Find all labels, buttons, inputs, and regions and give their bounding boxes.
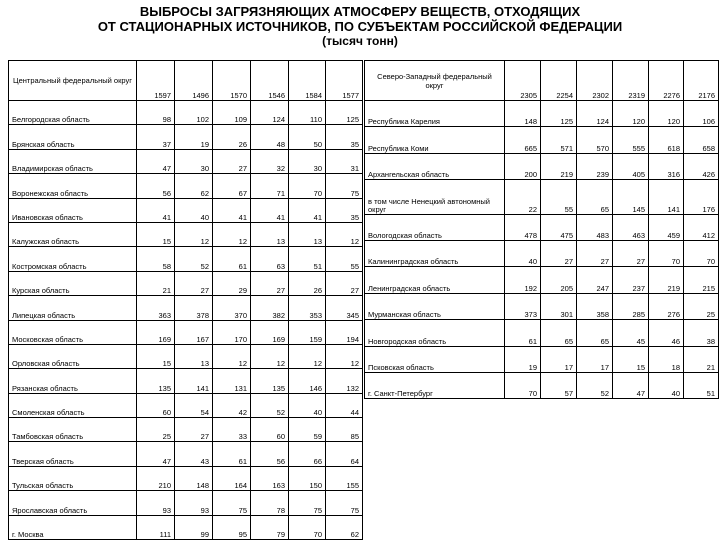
value-cell: 358 bbox=[577, 293, 613, 319]
value-cell: 93 bbox=[137, 491, 175, 515]
central-district-table bbox=[8, 60, 363, 540]
value-cell: 475 bbox=[541, 214, 577, 240]
table-row bbox=[9, 174, 363, 198]
region-name-cell: Тульская область bbox=[9, 466, 137, 490]
region-name-cell: Владимирская область bbox=[9, 149, 137, 173]
value-cell: 571 bbox=[541, 127, 577, 153]
table-row bbox=[9, 198, 363, 222]
value-cell: 40 bbox=[175, 198, 213, 222]
value-cell: 192 bbox=[505, 267, 541, 293]
value-cell: 52 bbox=[251, 393, 289, 417]
value-cell: 27 bbox=[613, 240, 649, 266]
value-cell: 167 bbox=[175, 320, 213, 344]
value-cell: 65 bbox=[541, 320, 577, 346]
northwest-district-table bbox=[364, 60, 719, 399]
year-total-cell: 1546 bbox=[251, 61, 289, 101]
title-line-1: ВЫБРОСЫ ЗАГРЯЗНЯЮЩИХ АТМОСФЕРУ ВЕЩЕСТВ, ОТХОДЯЩИХ bbox=[139, 4, 581, 19]
table-row bbox=[365, 127, 719, 153]
table-row bbox=[9, 418, 363, 442]
value-cell: 40 bbox=[289, 393, 326, 417]
value-cell: 12 bbox=[326, 222, 363, 246]
region-name-cell: Калужская область bbox=[9, 222, 137, 246]
value-cell: 51 bbox=[684, 372, 719, 398]
value-cell: 46 bbox=[649, 320, 684, 346]
value-cell: 41 bbox=[289, 198, 326, 222]
value-cell: 38 bbox=[684, 320, 719, 346]
value-cell: 29 bbox=[213, 271, 251, 295]
value-cell: 57 bbox=[541, 372, 577, 398]
year-total-cell: 2176 bbox=[684, 61, 719, 101]
table-row bbox=[365, 293, 719, 319]
table-row bbox=[365, 372, 719, 398]
value-cell: 35 bbox=[326, 198, 363, 222]
district-name-header: Северо-Западный федеральный округ bbox=[365, 61, 505, 101]
value-cell: 62 bbox=[175, 174, 213, 198]
value-cell: 31 bbox=[326, 149, 363, 173]
value-cell: 219 bbox=[541, 153, 577, 179]
value-cell: 169 bbox=[251, 320, 289, 344]
value-cell: 61 bbox=[213, 442, 251, 466]
table-row bbox=[9, 466, 363, 490]
value-cell: 44 bbox=[326, 393, 363, 417]
value-cell: 141 bbox=[175, 369, 213, 393]
value-cell: 363 bbox=[137, 296, 175, 320]
table-row bbox=[9, 393, 363, 417]
value-cell: 65 bbox=[577, 320, 613, 346]
value-cell: 52 bbox=[577, 372, 613, 398]
value-cell: 70 bbox=[505, 372, 541, 398]
value-cell: 106 bbox=[684, 101, 719, 127]
year-total-cell: 1577 bbox=[326, 61, 363, 101]
year-total-cell: 1570 bbox=[213, 61, 251, 101]
value-cell: 51 bbox=[289, 247, 326, 271]
value-cell: 19 bbox=[175, 125, 213, 149]
value-cell: 43 bbox=[175, 442, 213, 466]
value-cell: 219 bbox=[649, 267, 684, 293]
value-cell: 58 bbox=[137, 247, 175, 271]
value-cell: 45 bbox=[613, 320, 649, 346]
value-cell: 61 bbox=[213, 247, 251, 271]
value-cell: 163 bbox=[251, 466, 289, 490]
value-cell: 132 bbox=[326, 369, 363, 393]
value-cell: 78 bbox=[251, 491, 289, 515]
value-cell: 17 bbox=[541, 346, 577, 372]
value-cell: 12 bbox=[326, 344, 363, 368]
value-cell: 55 bbox=[326, 247, 363, 271]
value-cell: 194 bbox=[326, 320, 363, 344]
table-row bbox=[9, 247, 363, 271]
value-cell: 70 bbox=[289, 174, 326, 198]
region-name-cell: Рязанская область bbox=[9, 369, 137, 393]
value-cell: 59 bbox=[289, 418, 326, 442]
value-cell: 370 bbox=[213, 296, 251, 320]
region-name-cell: г. Санкт-Петербург bbox=[365, 372, 505, 398]
value-cell: 37 bbox=[137, 125, 175, 149]
value-cell: 48 bbox=[251, 125, 289, 149]
region-name-cell: Калининградская область bbox=[365, 240, 505, 266]
value-cell: 99 bbox=[175, 515, 213, 539]
value-cell: 382 bbox=[251, 296, 289, 320]
value-cell: 70 bbox=[289, 515, 326, 539]
region-name-cell: Республика Коми bbox=[365, 127, 505, 153]
value-cell: 40 bbox=[505, 240, 541, 266]
value-cell: 159 bbox=[289, 320, 326, 344]
title-units: (тысяч тонн) bbox=[322, 34, 398, 48]
value-cell: 426 bbox=[684, 153, 719, 179]
value-cell: 200 bbox=[505, 153, 541, 179]
value-cell: 63 bbox=[251, 247, 289, 271]
value-cell: 125 bbox=[541, 101, 577, 127]
value-cell: 120 bbox=[613, 101, 649, 127]
value-cell: 64 bbox=[326, 442, 363, 466]
value-cell: 40 bbox=[649, 372, 684, 398]
value-cell: 555 bbox=[613, 127, 649, 153]
table-row bbox=[365, 214, 719, 240]
value-cell: 135 bbox=[137, 369, 175, 393]
value-cell: 27 bbox=[213, 149, 251, 173]
value-cell: 75 bbox=[213, 491, 251, 515]
region-name-cell: Ивановская область bbox=[9, 198, 137, 222]
table-row bbox=[9, 149, 363, 173]
value-cell: 56 bbox=[137, 174, 175, 198]
value-cell: 131 bbox=[213, 369, 251, 393]
year-total-cell: 2305 bbox=[505, 61, 541, 101]
region-name-cell: Республика Карелия bbox=[365, 101, 505, 127]
value-cell: 110 bbox=[289, 101, 326, 125]
value-cell: 75 bbox=[289, 491, 326, 515]
table-row bbox=[365, 153, 719, 179]
year-total-cell: 2254 bbox=[541, 61, 577, 101]
region-name-cell: Курская область bbox=[9, 271, 137, 295]
value-cell: 170 bbox=[213, 320, 251, 344]
value-cell: 102 bbox=[175, 101, 213, 125]
table-row bbox=[365, 180, 719, 214]
value-cell: 75 bbox=[326, 491, 363, 515]
value-cell: 12 bbox=[213, 344, 251, 368]
value-cell: 21 bbox=[684, 346, 719, 372]
value-cell: 41 bbox=[213, 198, 251, 222]
value-cell: 463 bbox=[613, 214, 649, 240]
value-cell: 148 bbox=[505, 101, 541, 127]
value-cell: 41 bbox=[137, 198, 175, 222]
value-cell: 61 bbox=[505, 320, 541, 346]
value-cell: 316 bbox=[649, 153, 684, 179]
value-cell: 125 bbox=[326, 101, 363, 125]
value-cell: 285 bbox=[613, 293, 649, 319]
region-name-cell: Мурманская область bbox=[365, 293, 505, 319]
value-cell: 164 bbox=[213, 466, 251, 490]
value-cell: 70 bbox=[649, 240, 684, 266]
value-cell: 50 bbox=[289, 125, 326, 149]
region-name-cell: Новгородская область bbox=[365, 320, 505, 346]
value-cell: 15 bbox=[137, 344, 175, 368]
table-row bbox=[365, 240, 719, 266]
region-name-cell: Вологодская область bbox=[365, 214, 505, 240]
value-cell: 483 bbox=[577, 214, 613, 240]
value-cell: 146 bbox=[289, 369, 326, 393]
value-cell: 18 bbox=[649, 346, 684, 372]
value-cell: 12 bbox=[289, 344, 326, 368]
value-cell: 60 bbox=[251, 418, 289, 442]
table-row bbox=[9, 515, 363, 539]
year-total-cell: 2302 bbox=[577, 61, 613, 101]
value-cell: 75 bbox=[326, 174, 363, 198]
value-cell: 135 bbox=[251, 369, 289, 393]
value-cell: 17 bbox=[577, 346, 613, 372]
value-cell: 41 bbox=[251, 198, 289, 222]
value-cell: 47 bbox=[137, 149, 175, 173]
region-name-cell: в том числе Ненецкий автономный округ bbox=[365, 180, 505, 214]
value-cell: 93 bbox=[175, 491, 213, 515]
value-cell: 56 bbox=[251, 442, 289, 466]
region-name-cell: Московская область bbox=[9, 320, 137, 344]
value-cell: 35 bbox=[326, 125, 363, 149]
value-cell: 210 bbox=[137, 466, 175, 490]
table-row bbox=[9, 101, 363, 125]
value-cell: 13 bbox=[251, 222, 289, 246]
value-cell: 66 bbox=[289, 442, 326, 466]
region-name-cell: Ленинградская область bbox=[365, 267, 505, 293]
page-title bbox=[0, 4, 720, 49]
region-name-cell: г. Москва bbox=[9, 515, 137, 539]
year-total-cell: 1584 bbox=[289, 61, 326, 101]
value-cell: 60 bbox=[137, 393, 175, 417]
value-cell: 237 bbox=[613, 267, 649, 293]
value-cell: 141 bbox=[649, 180, 684, 214]
value-cell: 13 bbox=[289, 222, 326, 246]
value-cell: 478 bbox=[505, 214, 541, 240]
region-name-cell: Костромская область bbox=[9, 247, 137, 271]
value-cell: 65 bbox=[577, 180, 613, 214]
value-cell: 95 bbox=[213, 515, 251, 539]
value-cell: 79 bbox=[251, 515, 289, 539]
district-name-header: Центральный федеральный округ bbox=[9, 61, 137, 101]
table-row bbox=[365, 346, 719, 372]
table-row bbox=[365, 320, 719, 346]
value-cell: 12 bbox=[251, 344, 289, 368]
value-cell: 373 bbox=[505, 293, 541, 319]
value-cell: 353 bbox=[289, 296, 326, 320]
value-cell: 145 bbox=[613, 180, 649, 214]
value-cell: 85 bbox=[326, 418, 363, 442]
value-cell: 120 bbox=[649, 101, 684, 127]
region-name-cell: Смоленская область bbox=[9, 393, 137, 417]
year-total-cell: 1597 bbox=[137, 61, 175, 101]
value-cell: 71 bbox=[251, 174, 289, 198]
header-row bbox=[9, 61, 363, 101]
value-cell: 27 bbox=[577, 240, 613, 266]
value-cell: 30 bbox=[175, 149, 213, 173]
value-cell: 124 bbox=[251, 101, 289, 125]
value-cell: 15 bbox=[613, 346, 649, 372]
value-cell: 98 bbox=[137, 101, 175, 125]
value-cell: 150 bbox=[289, 466, 326, 490]
table-row bbox=[9, 125, 363, 149]
value-cell: 169 bbox=[137, 320, 175, 344]
value-cell: 665 bbox=[505, 127, 541, 153]
region-name-cell: Архангельская область bbox=[365, 153, 505, 179]
value-cell: 148 bbox=[175, 466, 213, 490]
value-cell: 412 bbox=[684, 214, 719, 240]
value-cell: 405 bbox=[613, 153, 649, 179]
year-total-cell: 2319 bbox=[613, 61, 649, 101]
value-cell: 25 bbox=[137, 418, 175, 442]
value-cell: 247 bbox=[577, 267, 613, 293]
table-row bbox=[9, 442, 363, 466]
value-cell: 19 bbox=[505, 346, 541, 372]
year-total-cell: 1496 bbox=[175, 61, 213, 101]
year-total-cell: 2276 bbox=[649, 61, 684, 101]
value-cell: 12 bbox=[213, 222, 251, 246]
value-cell: 54 bbox=[175, 393, 213, 417]
region-name-cell: Липецкая область bbox=[9, 296, 137, 320]
value-cell: 658 bbox=[684, 127, 719, 153]
value-cell: 52 bbox=[175, 247, 213, 271]
value-cell: 12 bbox=[175, 222, 213, 246]
value-cell: 570 bbox=[577, 127, 613, 153]
table-row bbox=[9, 369, 363, 393]
region-name-cell: Тверская область bbox=[9, 442, 137, 466]
value-cell: 25 bbox=[684, 293, 719, 319]
value-cell: 124 bbox=[577, 101, 613, 127]
region-name-cell: Белгородская область bbox=[9, 101, 137, 125]
value-cell: 13 bbox=[175, 344, 213, 368]
table-row bbox=[365, 101, 719, 127]
value-cell: 345 bbox=[326, 296, 363, 320]
value-cell: 55 bbox=[541, 180, 577, 214]
table-row bbox=[9, 491, 363, 515]
value-cell: 27 bbox=[175, 418, 213, 442]
value-cell: 109 bbox=[213, 101, 251, 125]
value-cell: 67 bbox=[213, 174, 251, 198]
table-row bbox=[9, 344, 363, 368]
region-name-cell: Тамбовская область bbox=[9, 418, 137, 442]
title-line-2: ОТ СТАЦИОНАРНЫХ ИСТОЧНИКОВ, ПО СУБЪЕКТАМ РОССИЙСКОЙ ФЕДЕРАЦИИ bbox=[97, 19, 623, 34]
value-cell: 47 bbox=[613, 372, 649, 398]
value-cell: 26 bbox=[213, 125, 251, 149]
region-name-cell: Брянская область bbox=[9, 125, 137, 149]
value-cell: 111 bbox=[137, 515, 175, 539]
value-cell: 205 bbox=[541, 267, 577, 293]
region-name-cell: Воронежская область bbox=[9, 174, 137, 198]
region-name-cell: Орловская область bbox=[9, 344, 137, 368]
value-cell: 276 bbox=[649, 293, 684, 319]
value-cell: 33 bbox=[213, 418, 251, 442]
value-cell: 21 bbox=[137, 271, 175, 295]
value-cell: 27 bbox=[326, 271, 363, 295]
value-cell: 215 bbox=[684, 267, 719, 293]
value-cell: 42 bbox=[213, 393, 251, 417]
region-name-cell: Псковская область bbox=[365, 346, 505, 372]
value-cell: 70 bbox=[684, 240, 719, 266]
table-row bbox=[9, 320, 363, 344]
table-row bbox=[9, 296, 363, 320]
value-cell: 62 bbox=[326, 515, 363, 539]
value-cell: 176 bbox=[684, 180, 719, 214]
table-row bbox=[9, 271, 363, 295]
value-cell: 22 bbox=[505, 180, 541, 214]
value-cell: 459 bbox=[649, 214, 684, 240]
value-cell: 155 bbox=[326, 466, 363, 490]
region-name-cell: Ярославская область bbox=[9, 491, 137, 515]
value-cell: 32 bbox=[251, 149, 289, 173]
value-cell: 378 bbox=[175, 296, 213, 320]
value-cell: 47 bbox=[137, 442, 175, 466]
header-row bbox=[365, 61, 719, 101]
value-cell: 15 bbox=[137, 222, 175, 246]
value-cell: 618 bbox=[649, 127, 684, 153]
table-row bbox=[365, 267, 719, 293]
value-cell: 27 bbox=[175, 271, 213, 295]
table-row bbox=[9, 222, 363, 246]
value-cell: 26 bbox=[289, 271, 326, 295]
value-cell: 301 bbox=[541, 293, 577, 319]
value-cell: 27 bbox=[541, 240, 577, 266]
value-cell: 239 bbox=[577, 153, 613, 179]
value-cell: 30 bbox=[289, 149, 326, 173]
value-cell: 27 bbox=[251, 271, 289, 295]
